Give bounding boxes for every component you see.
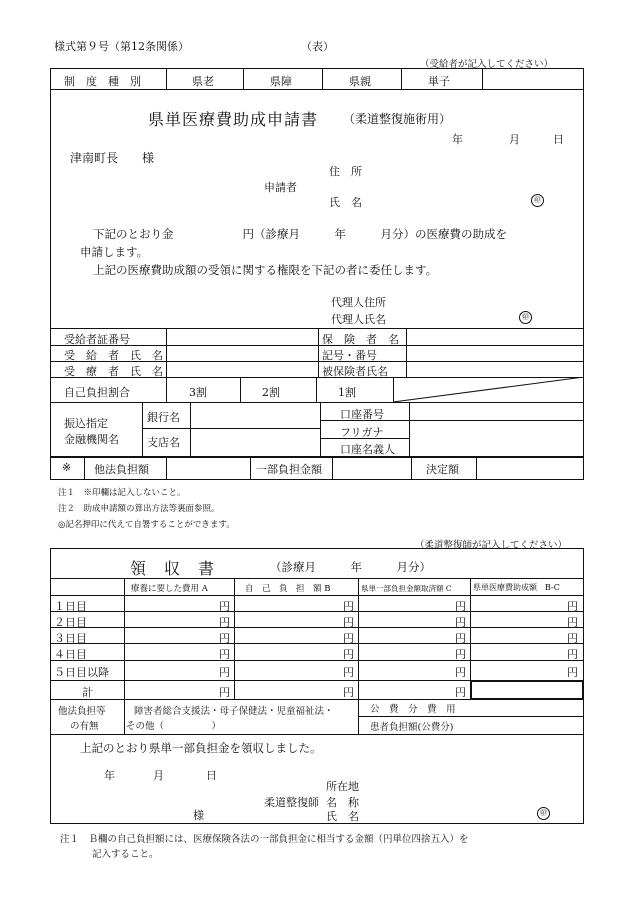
furigana-label: フリガナ: [340, 426, 384, 439]
yen-unit: 円: [343, 616, 354, 629]
yen-unit: 円: [343, 600, 354, 613]
footnote-1: 注１ Ｂ欄の自己負担額には、医療保険各法の一部負担金に相当する金額（円単位四捨五入）を: [60, 834, 469, 845]
seal-icon: ㊞: [531, 194, 544, 207]
insurer-label: 保 険 者 名: [322, 333, 399, 346]
yen-unit: 円: [343, 632, 354, 645]
bank-name-label: 銀行名: [147, 411, 180, 424]
receipt-row-label: ３日目: [54, 632, 87, 645]
self-pay-30[interactable]: 3割: [189, 386, 207, 399]
seal-icon: ㊞: [519, 311, 532, 324]
applicant-label: 申請者: [264, 181, 297, 194]
location-label: 所在地: [326, 780, 359, 793]
option-tanshi[interactable]: 単子: [428, 75, 450, 88]
patient-pay-label: 患者負担額(公費分): [370, 722, 454, 733]
yen-unit: 円: [219, 600, 230, 613]
body-line-1: 下記のとおり金 円（診療月 年 月分）の医療費の助成を: [93, 227, 507, 241]
receipt-subtitle: （診療月 年 月分）: [270, 560, 431, 574]
yen-unit: 円: [219, 666, 230, 679]
total-label: 計: [82, 686, 93, 699]
address-label: 住 所: [329, 165, 362, 178]
partial-amount-label: 一部負担金額: [256, 463, 322, 476]
receipt-year: 年: [104, 769, 115, 782]
seal-icon: ㊞: [537, 807, 550, 820]
self-pay-10[interactable]: 1割: [338, 386, 356, 399]
receipt-row-label: ５日目以降: [54, 666, 109, 679]
branch-name-label: 支店名: [147, 436, 180, 449]
yen-unit: 円: [567, 666, 578, 679]
recipient-name-label: 受 給 者 氏 名: [64, 349, 163, 362]
yen-total-c: 円: [455, 686, 466, 699]
yen-unit: 円: [455, 600, 466, 613]
yen-total-a: 円: [219, 686, 230, 699]
applicant-note: （受給者が記入してください）: [420, 59, 554, 70]
option-kensho[interactable]: 県障: [270, 75, 292, 88]
self-pay-20[interactable]: 2割: [262, 386, 280, 399]
other-laws-1: 障害者総合支援法・母子保健法・児童福祉法・: [134, 706, 334, 717]
footnote-2: 記入すること。: [92, 849, 159, 860]
yen-unit: 円: [567, 600, 578, 613]
note-1: 注１ ※印欄は記入しないこと。: [58, 488, 186, 498]
col-b: 自 己 負 担 額 B: [245, 584, 331, 594]
body-line-3: 上記の医療費助成額の受領に関する権限を下記の者に委任します。: [93, 263, 438, 277]
col-c: 県単一部負担金額取済額 C: [361, 584, 452, 593]
total-bc-box[interactable]: [470, 680, 584, 700]
public-cost-label: 公 費 分 費 用: [370, 704, 456, 715]
symbol-no-label: 記号・番号: [322, 349, 377, 362]
yen-unit: 円: [343, 648, 354, 661]
account-no-label: 口座番号: [340, 408, 384, 421]
bank-label-1: 振込指定: [64, 417, 108, 430]
note-3: ◎記名押印に代えて自署することができます。: [58, 520, 235, 530]
yen-unit: 円: [455, 666, 466, 679]
agent-name-label: 代理人氏名: [331, 313, 386, 326]
yen-unit: 円: [567, 616, 578, 629]
receipt-row-label: １日目: [54, 600, 87, 613]
received-text: 上記のとおり県単一部負担金を領収しました。: [80, 741, 322, 755]
receipt-month: 月: [153, 769, 164, 782]
option-kenro[interactable]: 県老: [192, 75, 214, 88]
body-line-2: 申請します。: [80, 245, 149, 259]
sama-label: 様: [193, 809, 204, 822]
application-subtitle: （柔道整復施術用）: [343, 112, 452, 126]
yen-unit: 円: [455, 648, 466, 661]
yen-total-b: 円: [343, 686, 354, 699]
yen-unit: 円: [219, 648, 230, 661]
other-law-label: 他法負担額: [94, 463, 149, 476]
option-kenshin[interactable]: 県親: [349, 75, 371, 88]
other-label-1: 他法負担等: [58, 706, 106, 717]
office-mark: ※: [62, 461, 72, 474]
yen-unit: 円: [219, 632, 230, 645]
other-laws-2: その他（ ）: [126, 721, 222, 732]
date-day: 日: [553, 133, 564, 146]
insured-name-label: 被保険者氏名: [322, 365, 388, 378]
other-label-2: の有無: [70, 721, 99, 732]
receipt-row-label: ２日目: [54, 616, 87, 629]
name-label: 氏 名: [329, 196, 362, 209]
form-number: 様式第９号（第12条関係）: [54, 40, 189, 53]
receipt-title: 領 収 書: [130, 559, 216, 578]
yen-unit: 円: [343, 666, 354, 679]
addressee: 津南町長 様: [70, 151, 155, 165]
note-2: 注２ 助成申請額の算出方法等裏面参照。: [58, 504, 220, 514]
system-type-label: 制 度 種 別: [64, 75, 141, 88]
yen-unit: 円: [455, 632, 466, 645]
diagonal-strike: [393, 377, 584, 402]
col-bc: 県単医療費助成額 B-C: [473, 583, 560, 592]
yen-unit: 円: [567, 648, 578, 661]
date-year: 年: [452, 133, 463, 146]
yen-unit: 円: [455, 616, 466, 629]
self-pay-label: 自己負担割合: [64, 386, 130, 399]
judo-name-label: 名 称: [326, 796, 359, 809]
yen-unit: 円: [219, 616, 230, 629]
application-title: 県単医療費助成申請書: [148, 110, 319, 129]
judo-person-label: 氏 名: [326, 810, 359, 823]
receipt-note: （柔道整復師が記入してください）: [415, 540, 568, 551]
patient-name-label: 受 療 者 氏 名: [64, 365, 163, 378]
receipt-day: 日: [206, 769, 217, 782]
bank-label-2: 金融機関名: [64, 433, 119, 446]
receipt-row-label: ４日目: [54, 648, 87, 661]
form-side: （表）: [301, 40, 334, 53]
yen-unit: 円: [567, 632, 578, 645]
decision-amount-label: 決定額: [426, 463, 459, 476]
date-month: 月: [509, 133, 520, 146]
agent-address-label: 代理人住所: [331, 296, 386, 309]
account-holder-label: 口座名義人: [340, 443, 395, 456]
cert-no-label: 受給者証番号: [64, 333, 130, 346]
col-a: 療養に要した費用 A: [131, 584, 208, 594]
judo-label: 柔道整復師: [264, 796, 319, 809]
